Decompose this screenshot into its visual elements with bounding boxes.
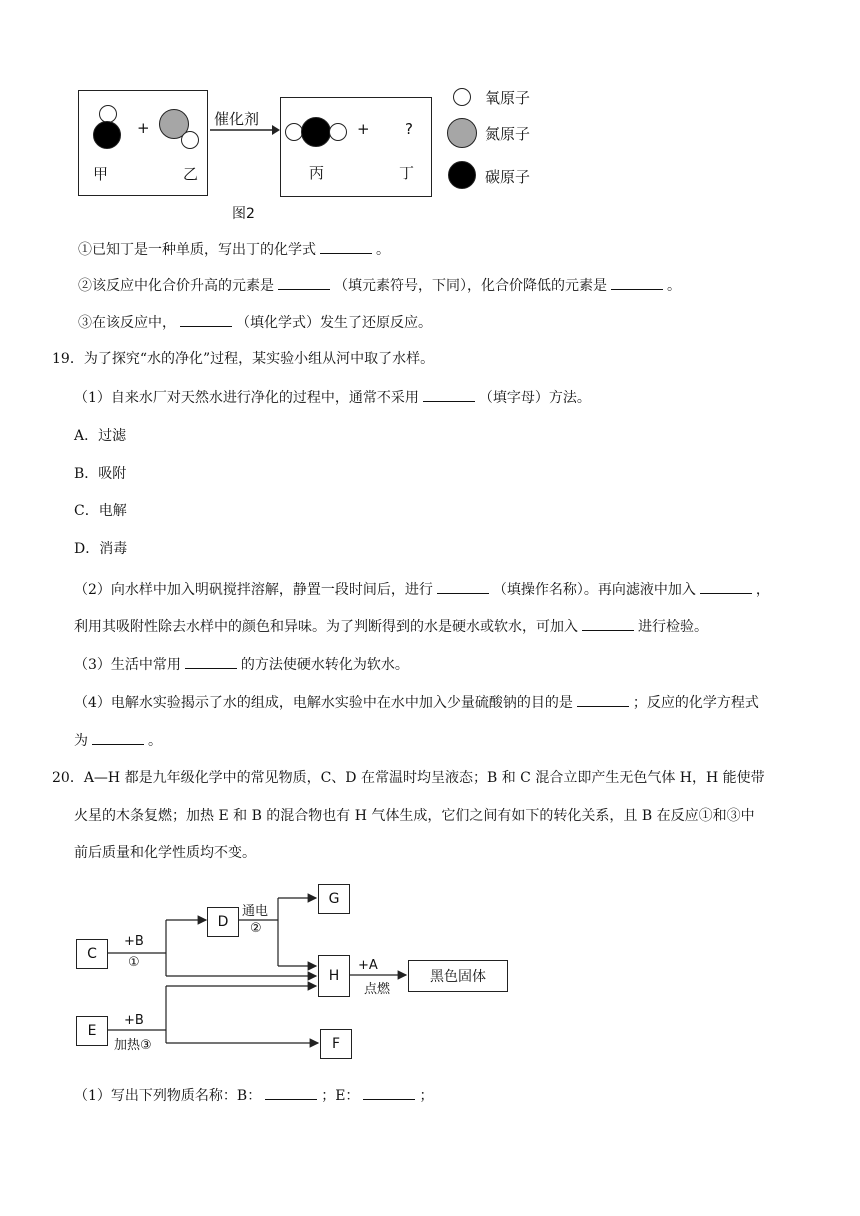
q20-stem-line1: 20．A—H 都是九年级化学中的常见物质，C、D 在常温时均呈液态；B 和 C 混合立即产生无色气体 H，H 能使带 <box>52 770 765 786</box>
legend-oxygen-label: 氧原子 <box>485 89 531 107</box>
q19-part4: （4）电解水实验揭示了水的组成，电解水实验中在水中加入少量硫酸钠的目的是 ；反应的化学方程式 <box>74 692 759 713</box>
option-c: C．电解 <box>74 503 127 519</box>
reactant-label-jia: 甲 <box>93 165 109 183</box>
q19-part2: （2）向水样中加入明矾搅拌溶解，静置一段时间后，进行 （填操作名称）。再向滤液中加入 ， <box>74 579 770 600</box>
figure-caption: 图2 <box>232 206 255 222</box>
node-h: H <box>318 955 350 997</box>
label-heat-3: 加热③ <box>114 1038 152 1053</box>
node-e: E <box>76 1016 108 1046</box>
q19-stem: 19．为了探究“水的净化”过程，某实验小组从河中取了水样。 <box>52 351 435 367</box>
node-c: C <box>76 939 108 969</box>
answer-blank[interactable] <box>363 1085 415 1100</box>
node-d: D <box>207 907 239 937</box>
catalyst-label: 催化剂 <box>214 110 260 128</box>
q20-stem-line3: 前后质量和化学性质均不变。 <box>74 845 256 861</box>
product-label-bing: 丙 <box>309 164 325 182</box>
q20-part1: （1）写出下列物质名称：B： ；E： ； <box>74 1085 433 1106</box>
q18-sub1: ①已知丁是一种单质，写出丁的化学式 。 <box>78 239 390 260</box>
label-reaction-1: ① <box>128 955 140 970</box>
reactant-label-yi: 乙 <box>183 165 199 183</box>
plus-sign: + <box>137 119 150 137</box>
label-plus-a: +A <box>358 958 378 973</box>
q20-stem-line2: 火星的木条复燃；加热 E 和 B 的混合物也有 H 气体生成，它们之间有如下的转化关系，且 B 在反应①和③中 <box>74 808 755 824</box>
q19-part1: （1）自来水厂对天然水进行净化的过程中，通常不采用 （填字母）方法。 <box>74 387 591 408</box>
q18-sub3: ③在该反应中， （填化学式）发生了还原反应。 <box>78 312 432 333</box>
plus-sign: + <box>357 120 370 138</box>
q19-part4-cont: 为 。 <box>74 730 162 751</box>
node-black-solid: 黑色固体 <box>408 960 508 992</box>
label-ignite: 点燃 <box>364 982 391 997</box>
node-f: F <box>320 1029 352 1059</box>
product-label-ding: 丁 <box>399 164 415 182</box>
q19-part3: （3）生活中常用 的方法使硬水转化为软水。 <box>74 654 409 675</box>
legend-carbon-label: 碳原子 <box>485 168 531 186</box>
label-reaction-2: ② <box>250 921 262 936</box>
legend-nitrogen-label: 氮原子 <box>485 125 531 143</box>
unknown-product: ? <box>405 120 413 138</box>
label-plus-b-3: +B <box>124 1013 144 1028</box>
answer-blank[interactable] <box>265 1085 317 1100</box>
label-plus-b-1: +B <box>124 934 144 949</box>
option-b: B．吸附 <box>74 466 127 482</box>
label-electrolysis: 通电 <box>242 904 269 919</box>
q19-part2-cont: 利用其吸附性除去水样中的颜色和异味。为了判断得到的水是硬水或软水，可加入 进行检验。 <box>74 616 708 637</box>
option-d: D．消毒 <box>74 541 128 557</box>
option-a: A．过滤 <box>74 428 127 444</box>
q18-sub2: ②该反应中化合价升高的元素是 （填元素符号，下同），化合价降低的元素是 。 <box>78 275 681 296</box>
node-g: G <box>318 884 350 914</box>
